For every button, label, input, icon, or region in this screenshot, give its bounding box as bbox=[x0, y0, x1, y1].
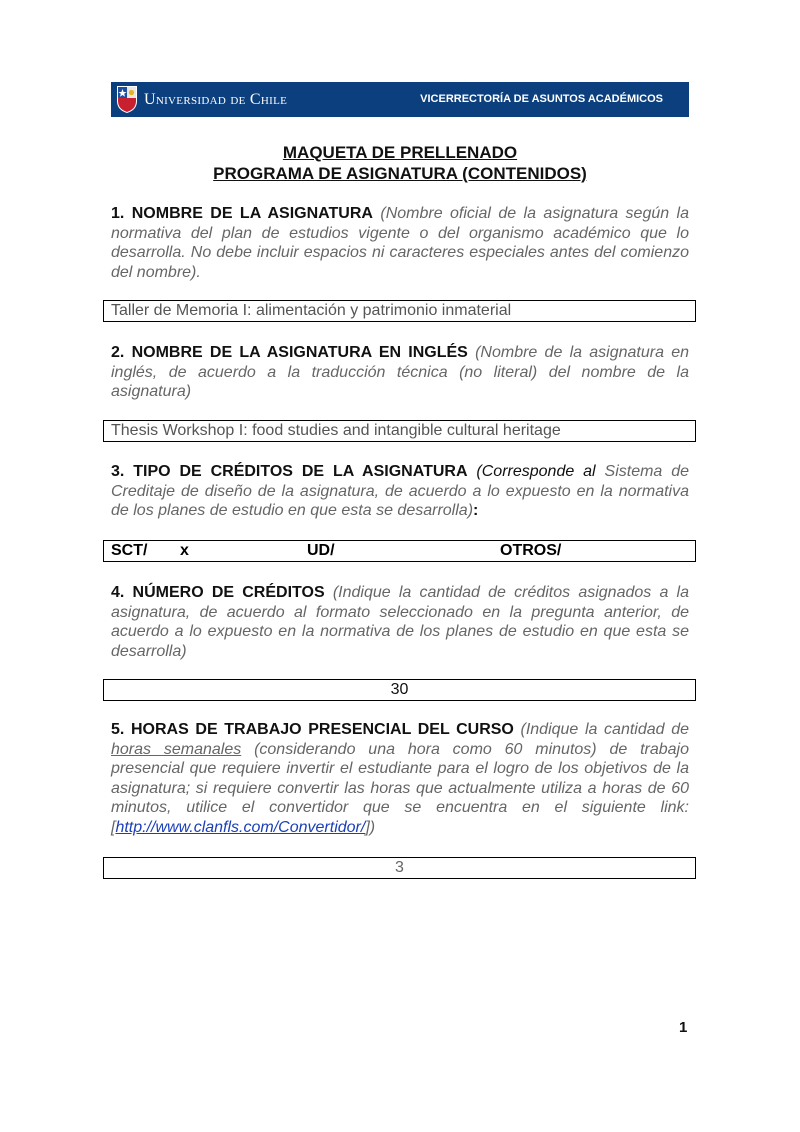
header-banner bbox=[111, 82, 689, 117]
credit-number-field[interactable] bbox=[103, 679, 696, 701]
weekly-hours-field[interactable] bbox=[103, 857, 696, 879]
office-name: VICERRECTORÍA DE ASUNTOS ACADÉMICOS bbox=[420, 93, 663, 105]
section-3-description bbox=[111, 462, 689, 521]
section-5-description bbox=[111, 720, 689, 837]
credit-number-value: 30 bbox=[390, 681, 409, 698]
section-1-heading: 1. NOMBRE DE LA ASIGNATURA bbox=[111, 205, 373, 222]
university-name: Universidad de Chile bbox=[144, 91, 288, 108]
section-3-note-a: (Corresponde al bbox=[476, 463, 596, 480]
section-5-note-underlined: horas semanales bbox=[111, 740, 242, 758]
course-name-field[interactable] bbox=[103, 300, 696, 322]
doc-title-line1: MAQUETA DE PRELLENADO bbox=[282, 143, 518, 162]
section-2-description bbox=[111, 343, 689, 402]
section-5-note-b: (considerando una hora como 60 minutos) de trabajo presencial que requiere invertir el estudiante para el logro de los objetivos de la asignatura; si requiere convertir las horas que actualmente utiliza a horas de 60 minutos, utilice el convertidor que se encuentra en el siguiente link: [ bbox=[111, 740, 690, 836]
credit-option-sct[interactable]: SCT/ bbox=[111, 542, 148, 559]
doc-title-line2: PROGRAMA DE ASIGNATURA (CONTENIDOS) bbox=[213, 164, 587, 183]
converter-link[interactable]: http://www.clanfls.com/Convertidor/ bbox=[115, 818, 366, 836]
course-name-value: Taller de Memoria I: alimentación y patrimonio inmaterial bbox=[111, 302, 512, 319]
course-name-english-value: Thesis Workshop I: food studies and intangible cultural heritage bbox=[111, 422, 561, 439]
section-5-note-a: (Indique la cantidad de bbox=[520, 721, 689, 738]
section-3-note-b: Sistema de Creditaje de diseño de la asignatura, de acuerdo a lo expuesto en la normativa de los planes de estudio en que esta se desarrolla) bbox=[111, 463, 690, 519]
section-2-heading: 2. NOMBRE DE LA ASIGNATURA EN INGLÉS bbox=[111, 344, 468, 361]
section-2-note: (Nombre de la asignatura en inglés, de acuerdo a la traducción técnica (no literal) del nombre de la asignatura) bbox=[111, 344, 689, 400]
section-1-description bbox=[111, 204, 689, 282]
page-number: 1 bbox=[679, 1019, 688, 1036]
credit-option-ud[interactable]: UD/ bbox=[307, 542, 335, 559]
credit-type-field[interactable] bbox=[103, 540, 696, 562]
course-name-english-field[interactable] bbox=[103, 420, 696, 442]
section-4-description bbox=[111, 583, 689, 661]
section-1-note: (Nombre oficial de la asignatura según la normativa del plan de estudios vigente o del organismo académico que lo desarrolla. No debe incluir espacios ni caracteres especiales antes del comienzo del nombre). bbox=[111, 205, 690, 281]
credit-option-sct-mark: x bbox=[180, 542, 189, 559]
section-5-heading: 5. HORAS DE TRABAJO PRESENCIAL DEL CURSO bbox=[111, 721, 514, 738]
section-4-heading: 4. NÚMERO DE CRÉDITOS bbox=[111, 584, 325, 601]
section-3-heading: 3. TIPO DE CRÉDITOS DE LA ASIGNATURA bbox=[111, 463, 468, 480]
section-5-note-c: ]) bbox=[365, 818, 376, 836]
credit-option-otros[interactable]: OTROS/ bbox=[500, 542, 562, 559]
section-4-note: (Indique la cantidad de créditos asignados a la asignatura, de acuerdo al formato seleccionado en la pregunta anterior, de acuerdo a lo expuesto en la normativa de los planes de estudio en que esta se desarrolla) bbox=[111, 584, 689, 660]
university-shield-icon bbox=[116, 85, 138, 114]
weekly-hours-value: 3 bbox=[395, 859, 404, 876]
section-3-note-end: : bbox=[473, 502, 479, 519]
